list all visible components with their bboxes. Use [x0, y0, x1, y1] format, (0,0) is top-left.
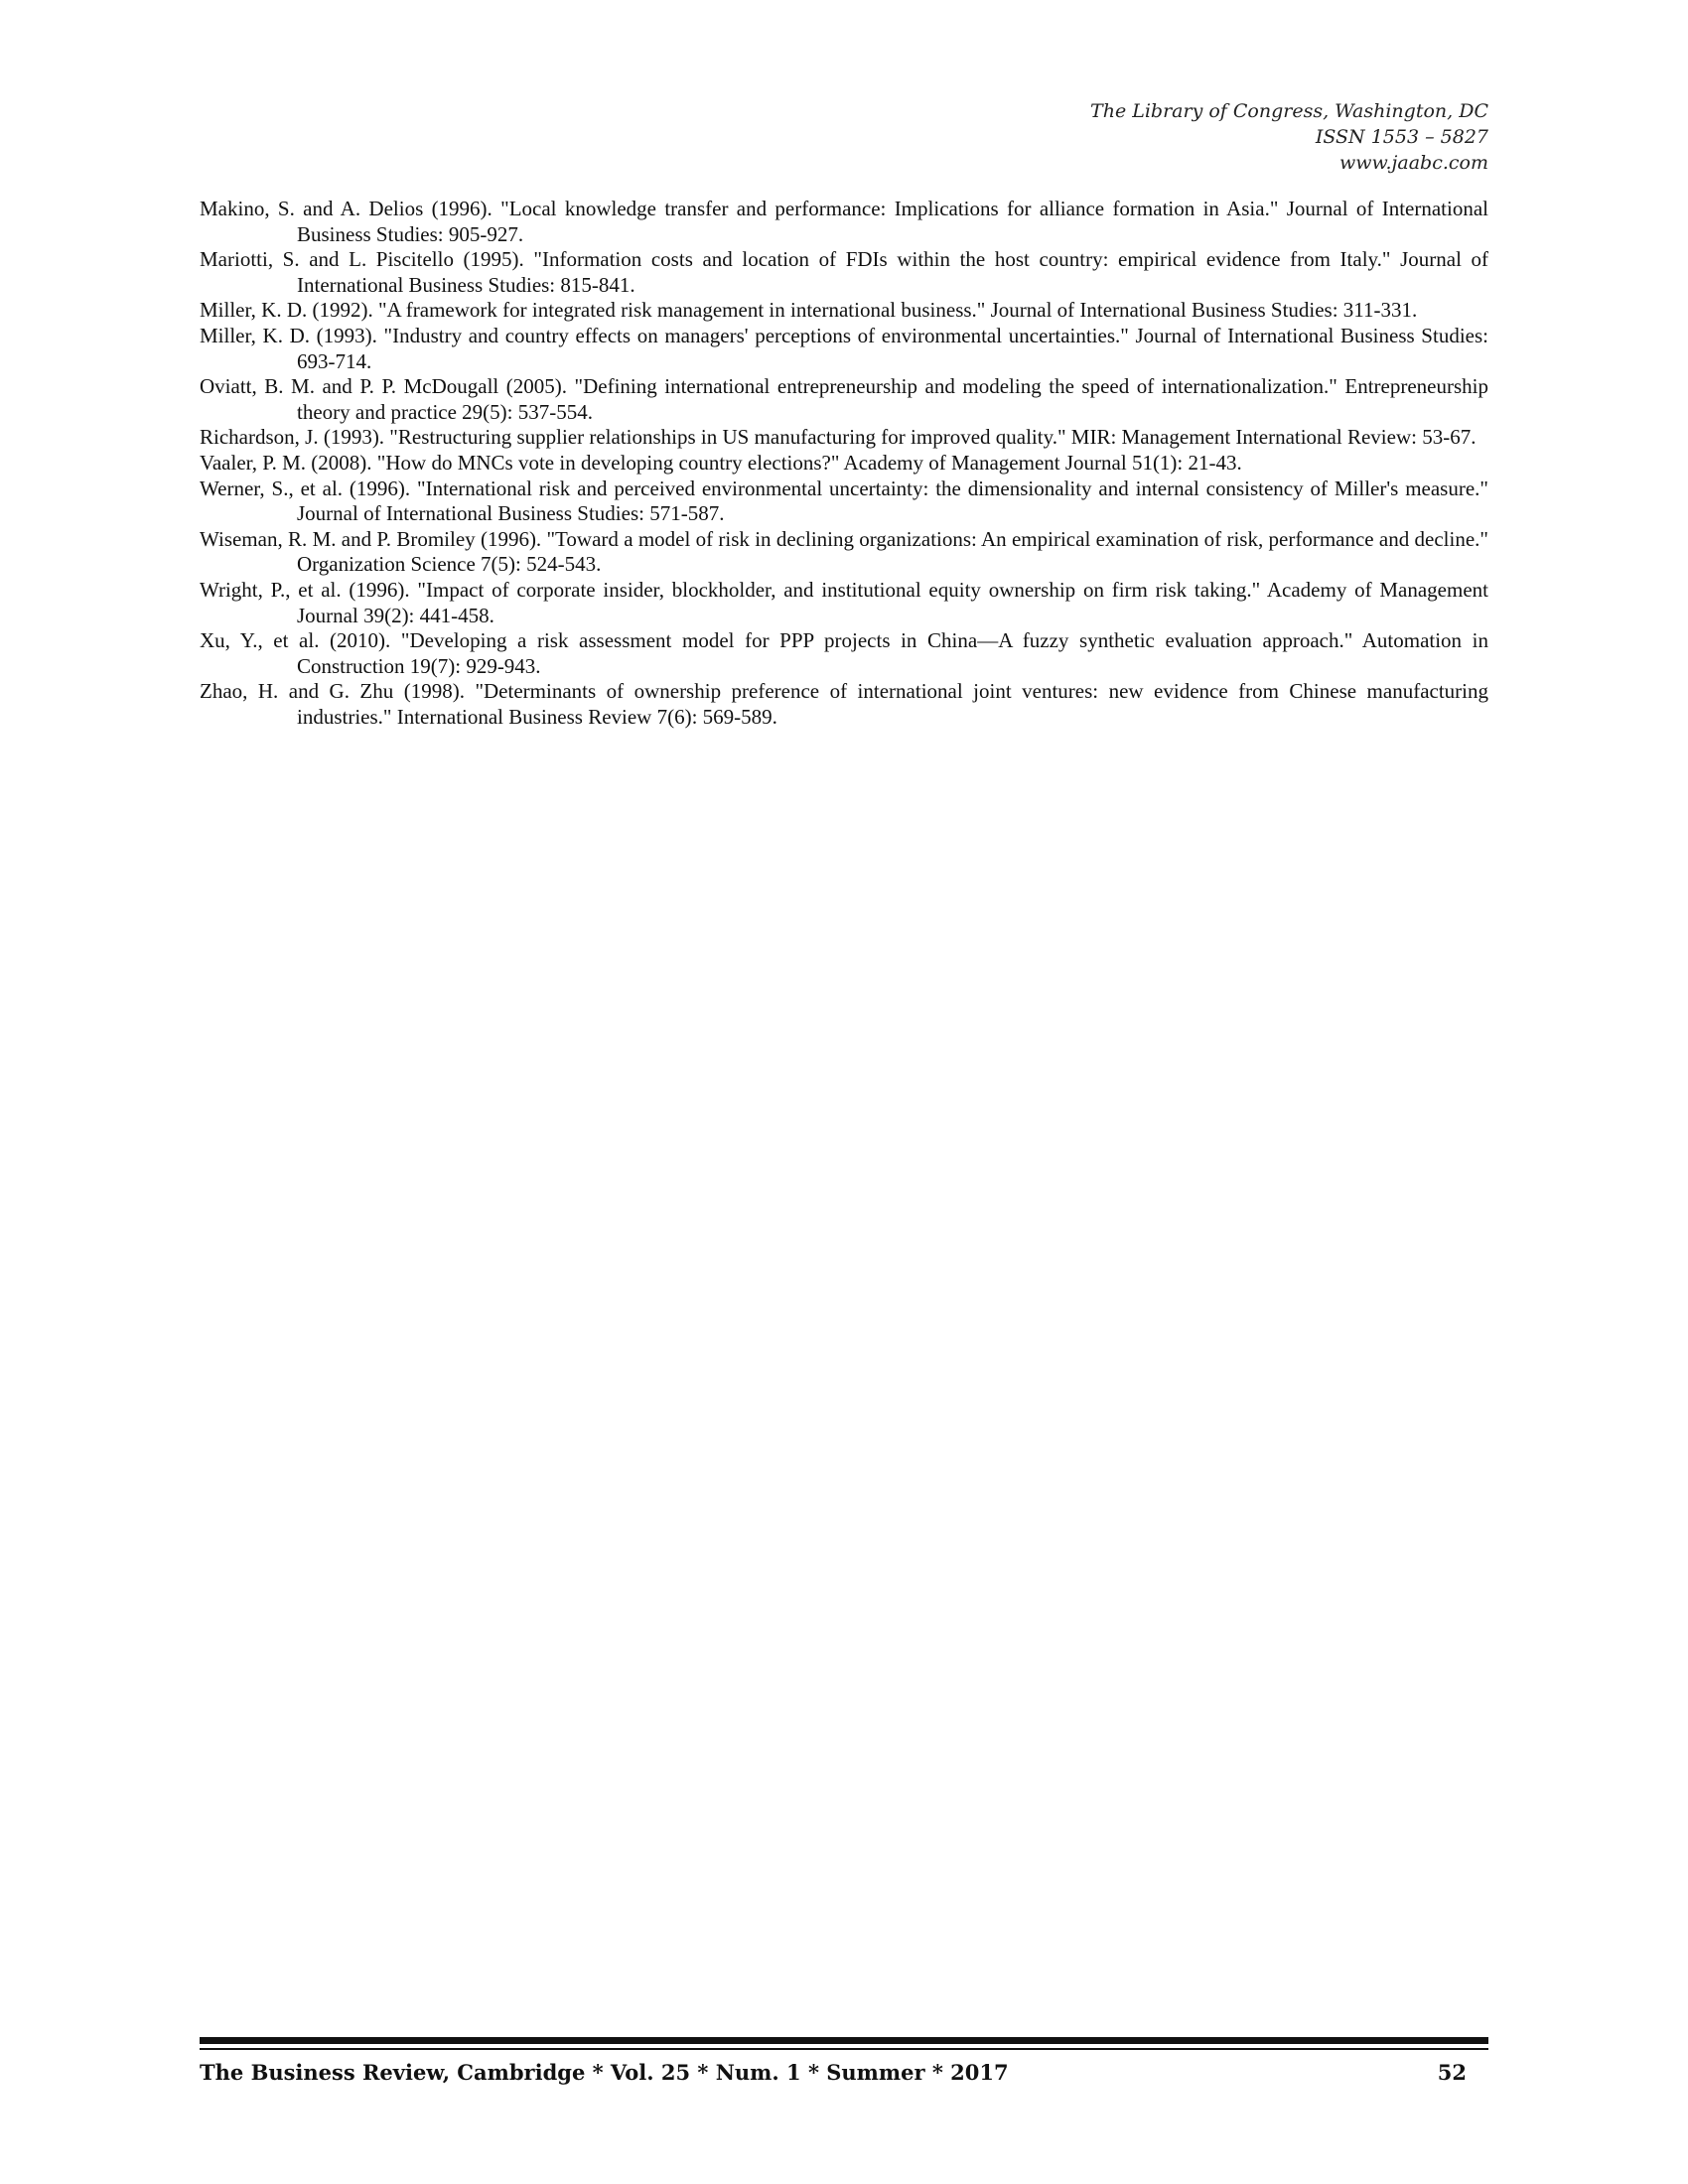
header-library-line: The Library of Congress, Washington, DC: [1090, 100, 1488, 122]
reference-entry: Wiseman, R. M. and P. Bromiley (1996). "Toward a model of risk in declining organizations: An empirical examination of risk, performance and decline." Organization Science 7(5): 524-543.: [200, 526, 1488, 577]
footer-divider-thick: [200, 2037, 1488, 2044]
reference-entry: Wright, P., et al. (1996). "Impact of corporate insider, blockholder, and institutional equity ownership on firm risk taking." Academy of Management Journal 39(2): 441-458.: [200, 577, 1488, 627]
reference-entry: Miller, K. D. (1992). "A framework for integrated risk management in international business." Journal of International Business Studies: 311-331.: [200, 298, 1418, 323]
footer-divider-thin: [200, 2048, 1488, 2050]
page-header: [1090, 98, 1488, 176]
reference-list: [200, 197, 1488, 730]
footer-journal-info: The Business Review, Cambridge * Vol. 25 * Num. 1 * Summer * 2017: [200, 2060, 1009, 2085]
header-website-line: www.jaabc.com: [1338, 152, 1488, 174]
reference-entry: Makino, S. and A. Delios (1996). "Local knowledge transfer and performance: Implications for alliance formation in Asia." Journal of International Business Studies: 905-927.: [200, 197, 1488, 246]
reference-entry: Xu, Y., et al. (2010). "Developing a risk assessment model for PPP projects in China—A fuzzy synthetic evaluation approach." Automation in Construction 19(7): 929-943.: [200, 628, 1488, 678]
reference-entry: Miller, K. D. (1993). "Industry and country effects on managers' perceptions of environmental uncertainties." Journal of International Business Studies: 693-714.: [200, 323, 1488, 373]
reference-entry: Zhao, H. and G. Zhu (1998). "Determinants of ownership preference of international joint ventures: new evidence from Chinese manufacturing industries." International Business Review 7(6): 569-589.: [200, 679, 1488, 729]
page-number: 52: [1437, 2060, 1467, 2085]
reference-entry: Mariotti, S. and L. Piscitello (1995). "Information costs and location of FDIs within the host country: empirical evidence from Italy." Journal of International Business Studies: 815-841.: [200, 247, 1488, 297]
reference-entry: Vaaler, P. M. (2008). "How do MNCs vote in developing country elections?" Academy of Management Journal 51(1): 21-43.: [200, 450, 1242, 475]
reference-entry: Richardson, J. (1993). "Restructuring supplier relationships in US manufacturing for improved quality." MIR: Management International Review: 53-67.: [200, 425, 1477, 450]
reference-entry: Werner, S., et al. (1996). "International risk and perceived environmental uncertainty: the dimensionality and internal consistency of Miller's measure." Journal of International Business Studies: 571-587.: [200, 476, 1488, 526]
reference-entry: Oviatt, B. M. and P. P. McDougall (2005). "Defining international entrepreneurship and modeling the speed of internationalization." Entrepreneurship theory and practice 29(5): 537-554.: [200, 374, 1488, 424]
header-issn-line: ISSN 1553 – 5827: [1315, 126, 1488, 148]
